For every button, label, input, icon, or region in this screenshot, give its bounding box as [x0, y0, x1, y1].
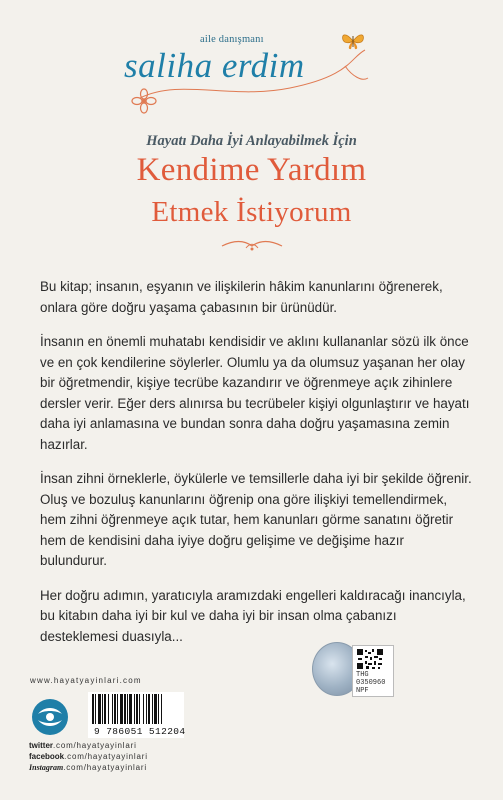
barcode-bar [108, 694, 109, 724]
barcode-bar [92, 694, 94, 724]
barcode-bar [104, 694, 106, 724]
barcode-number: 9 786051 512204 [94, 726, 186, 737]
social-facebook: facebook.com/hayatyayinlari [29, 752, 148, 761]
barcode-bar [102, 694, 103, 724]
barcode-bar [114, 694, 116, 724]
publisher-logo-icon [30, 698, 70, 736]
back-cover-text [40, 277, 472, 661]
author-role: aile danışmanı [200, 34, 264, 45]
barcode-bar [143, 694, 144, 724]
qr-code-icon [356, 648, 384, 670]
book-subtitle: Hayatı Daha İyi Anlayabilmek İçin [146, 133, 357, 149]
publisher-website: www.hayatyayinlari.com [30, 676, 142, 685]
barcode-bar [129, 694, 132, 724]
barcode-bar [112, 694, 113, 724]
barcode-bar [161, 694, 162, 724]
barcode-bar [154, 694, 157, 724]
barcode-bar [127, 694, 128, 724]
butterfly-icon [340, 30, 366, 52]
barcode-bar [120, 694, 123, 724]
barcode-bar [136, 694, 138, 724]
barcode-bars [88, 692, 184, 726]
barcode-bar [117, 694, 118, 724]
divider-ornament [220, 238, 284, 252]
barcode-bar [134, 694, 135, 724]
barcode-bar [139, 694, 140, 724]
social-instagram: Instagram.com/hayatyayinlari [29, 763, 147, 772]
barcode-bar [146, 694, 147, 724]
sticker-code: THG 0350960 NPF [356, 671, 386, 695]
book-title-line2: Etmek İstiyorum [151, 196, 352, 228]
barcode-bar [98, 694, 101, 724]
barcode-bar [95, 694, 96, 724]
social-twitter: twitter.com/hayatyayinlari [29, 741, 137, 750]
book-title-line1: Kendime Yardım [136, 152, 367, 188]
paragraph-4: Her doğru adımın, yaratıcıyla aramızdaki engelleri kaldıracağı inancıyla, bu kitabın daha iyi bir kul ve daha iyi bir insan olma çabanızı desteklemesi duasıyla... [40, 587, 466, 644]
barcode-bar [152, 694, 153, 724]
paragraph-3: İnsan zihni örneklerle, öykülerle ve temsillerle daha iyi bir şekilde öğrenir. Oluş ve bozuluş kanunlarını öğrenip ona göre ilişkiyi temellendirmek, hem zihni öğrenmeye açık tutar, hem kanunları görme sanatını öğretir hem de kendisini daha iyiye doğru gelişime ve değişime hazır bulundurur. [40, 471, 472, 568]
barcode-bar [124, 694, 126, 724]
paragraph-2: İnsanın en önemli muhatabı kendisidir ve aklını kullananlar sözü ilk önce ve en çok kendilerine söylerler. Olumlu ya da olumsuz yaşanan her olay bir öğretmendir, kişiye tecrübe kazandırır ve öğrenmeye açık zihinlere dersler verir. Eğer ders alınırsa bu tecrübeler kişiyi olgunlaştırır ve hayatı daha iyi anlamasına ve bundan sonra daha doğru yaşamasına zemin hazırlar. [40, 334, 470, 452]
barcode-bar [148, 694, 150, 724]
flower-icon [131, 88, 157, 114]
author-name: saliha erdim [124, 46, 305, 85]
paragraph-1: Bu kitap; insanın, eşyanın ve ilişkilerin hâkim kanunlarını öğrenerek, onlara göre doğru yaşama çabasının bir ürünüdür. [40, 279, 443, 315]
barcode-bar [158, 694, 159, 724]
